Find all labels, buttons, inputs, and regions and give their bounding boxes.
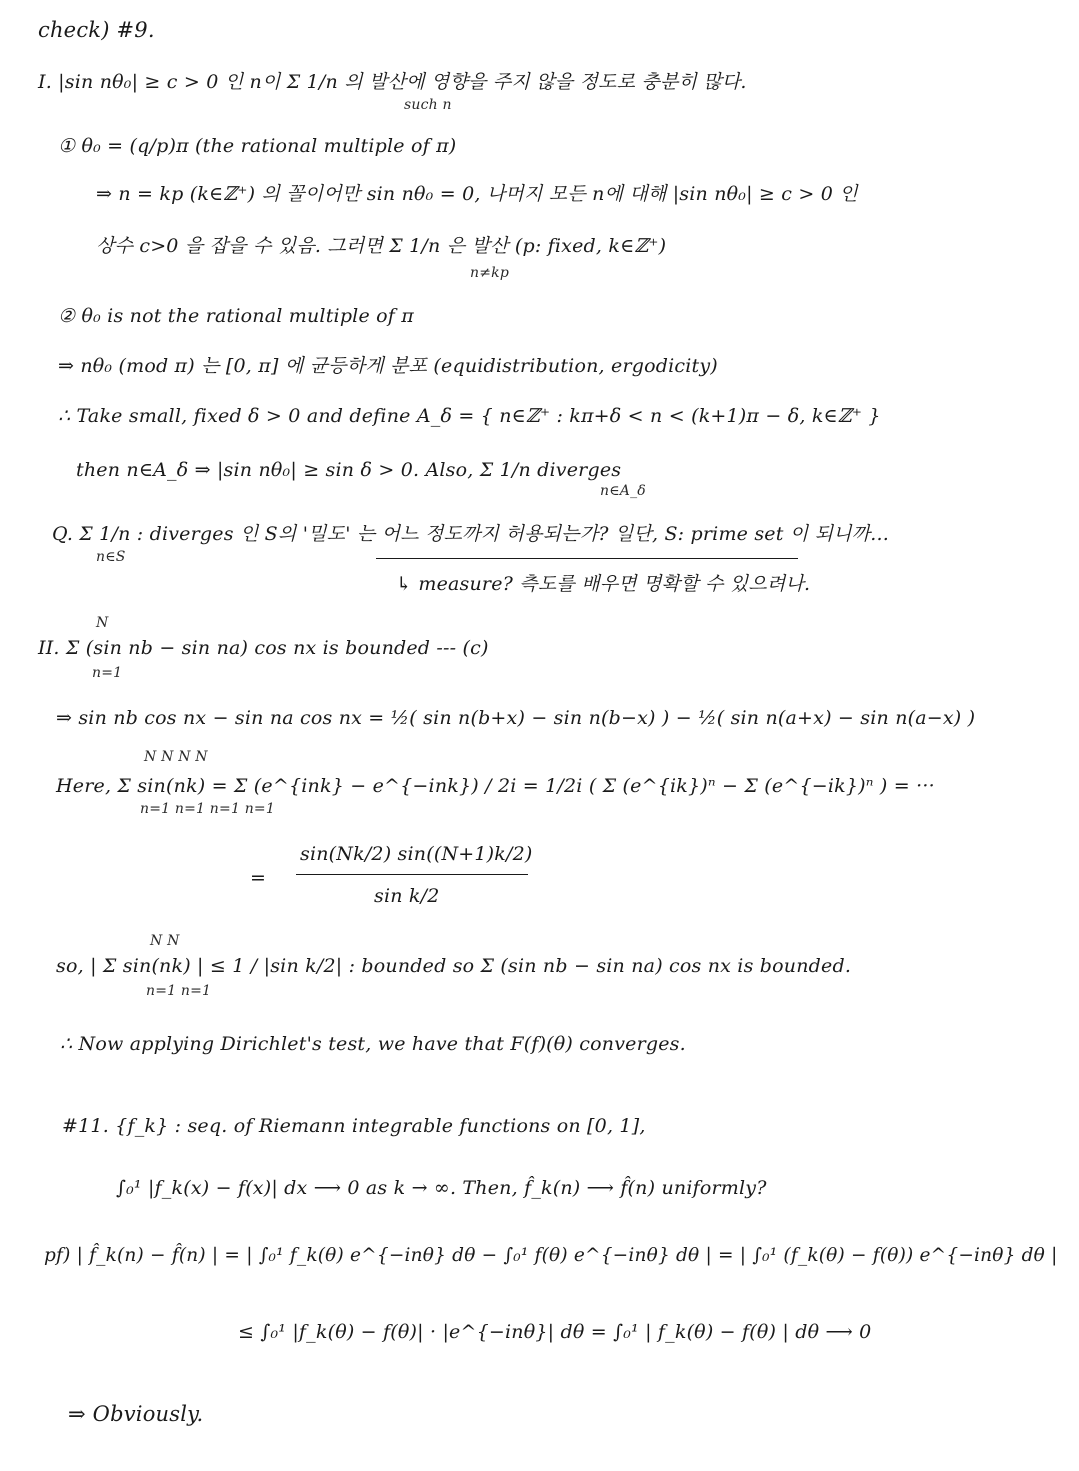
fraction-denominator: sin k/2	[374, 885, 440, 907]
case-1-line-1: ⇒ n = kp (k∈ℤ⁺) 의 꼴이어만 sin nθ₀ = 0, 나머지 모든 n에 대해 |sin nθ₀| ≥ c > 0 인	[96, 183, 858, 205]
problem-11-title: #11. {f_k} : seq. of Riemann integrable functions on [0, 1],	[62, 1115, 646, 1137]
section-2-line-2: Here, Σ sin(nk) = Σ (e^{ink} − e^{−ink}) / 2i = 1/2i ( Σ (e^{ik})ⁿ − Σ (e^{−ik})ⁿ ) = ···	[56, 775, 935, 797]
fraction-numerator: sin(Nk/2) sin((N+1)k/2)	[300, 843, 533, 865]
section-2-conclusion: ∴ Now applying Dirichlet's test, we have that F(f)(θ) converges.	[60, 1033, 686, 1055]
section-2-line-2-lower: n=1 n=1 n=1 n=1	[140, 801, 275, 817]
final-remark: ⇒ Obviously.	[68, 1402, 204, 1426]
proof-line-1: pf) | f̂_k(n) − f̂(n) | = | ∫₀¹ f_k(θ) e^{−inθ} dθ − ∫₀¹ f(θ) e^{−inθ} dθ | = | ∫₀¹ (f_k(θ) − f(θ)) e^{−inθ} dθ |	[44, 1245, 1058, 1266]
section-2-line-4: so, | Σ sin(nk) | ≤ 1 / |sin k/2| : bounded so Σ (sin nb − sin na) cos nx is bounded.	[56, 955, 852, 977]
case-2-line-3: then n∈A_δ ⇒ |sin nθ₀| ≥ sin δ > 0. Also, Σ 1/n diverges	[76, 459, 622, 481]
question-line-2: ↳ measure? 측도를 배우면 명확할 수 있으려나.	[396, 573, 811, 595]
question-underline	[376, 558, 798, 559]
section-2-line-4-upper: N N	[150, 933, 180, 949]
section-2-statement: II. Σ (sin nb − sin na) cos nx is bounded --- (c)	[38, 637, 489, 659]
problem-11-line-1: ∫₀¹ |f_k(x) − f(x)| dx ⟶ 0 as k → ∞. Then, f̂_k(n) ⟶ f̂(n) uniformly?	[116, 1177, 767, 1199]
section-2-line-2-upper: N N N N	[144, 749, 208, 765]
question-line-1: Q. Σ 1/n : diverges 인 S의 '밀도' 는 어느 정도까지 허용되는가? 일단, S: prime set 이 되니까...	[52, 523, 889, 545]
case-2-line-3-subscript: n∈A_δ	[600, 483, 646, 499]
section-2-line-1: ⇒ sin nb cos nx − sin na cos nx = ½( sin n(b+x) − sin n(b−x) ) − ½( sin n(a+x) − sin n(a−x) )	[56, 707, 976, 729]
case-2-line-1: ⇒ nθ₀ (mod π) 는 [0, π] 에 균등하게 분포 (equidistribution, ergodicity)	[58, 355, 718, 377]
case-1-line-2: 상수 c>0 을 잡을 수 있음. 그러면 Σ 1/n 은 발산 (p: fixed, k∈ℤ⁺)	[96, 235, 667, 257]
equals-sign: =	[250, 867, 267, 889]
section-1-statement-subscript: such n	[404, 97, 452, 113]
section-2-sum-upper: N	[96, 615, 109, 631]
question-line-1-subscript: n∈S	[96, 549, 126, 565]
section-2-sum-lower: n=1	[92, 665, 123, 681]
case-2-line-2: ∴ Take small, fixed δ > 0 and define A_δ = { n∈ℤ⁺ : kπ+δ < n < (k+1)π − δ, k∈ℤ⁺ }	[58, 405, 881, 427]
case-2-title: ② θ₀ is not the rational multiple of π	[58, 305, 414, 327]
section-1-statement: I. |sin nθ₀| ≥ c > 0 인 n이 Σ 1/n 의 발산에 영향을 주지 않을 정도로 충분히 많다.	[38, 71, 747, 93]
proof-line-2: ≤ ∫₀¹ |f_k(θ) − f(θ)| · |e^{−inθ}| dθ = ∫₀¹ | f_k(θ) − f(θ) | dθ ⟶ 0	[238, 1321, 872, 1343]
fraction-bar	[296, 874, 528, 875]
section-2-line-4-lower: n=1 n=1	[146, 983, 212, 999]
header-title: check) #9.	[38, 18, 155, 42]
case-1-title: ① θ₀ = (q/p)π (the rational multiple of π)	[58, 135, 457, 157]
case-1-line-2-subscript: n≠kp	[470, 265, 509, 281]
